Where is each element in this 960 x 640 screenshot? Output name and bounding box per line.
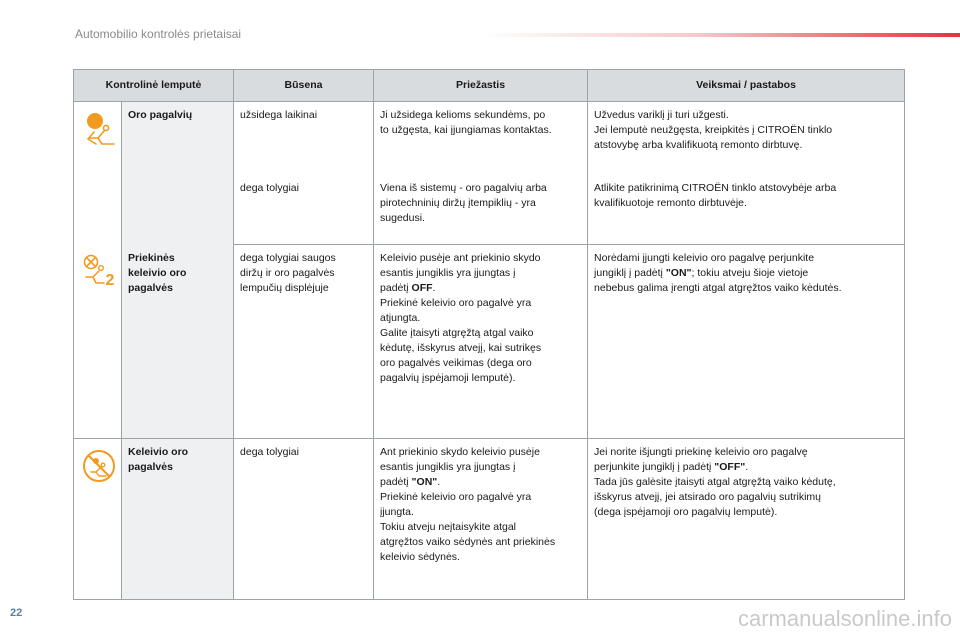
column-header-state: Būsena [234,70,374,102]
airbag-icon-cell [74,102,122,245]
column-header-warning-light: Kontrolinė lemputė [74,70,234,102]
action-cell: Norėdami įjungti keleivio oro pagalvę perjunkite jungiklį į padėtį "ON"; tokiu atveju šioje vietoje nebebus galima įrengti atgal atgręžtos vaiko kėdutės. [588,245,905,439]
passenger-airbag-on-icon-cell [74,439,122,600]
table-row [74,102,905,175]
warning-lights-table [73,69,905,600]
group-name-front-passenger-airbag: Priekinės keleivio oro pagalvės [122,245,234,439]
svg-text:2: 2 [105,271,115,289]
passenger-airbag-on-icon [80,447,118,485]
page-header-title: Automobilio kontrolės prietaisai [75,27,242,41]
watermark: carmanualsonline.info [737,606,952,631]
column-header-cause: Priežastis [374,70,588,102]
state-cell: dega tolygiai [234,439,374,600]
action-cell: Užvedus variklį ji turi užgesti. Jei lemputė neužgęsta, kreipkitės į CITROËN tinklo atstovybę arba kvalifikuotą remonto dirbtuvę. [588,102,905,175]
group-name-passenger-airbag: Keleivio oro pagalvės [122,439,234,600]
action-cell: Jei norite išjungti priekinę keleivio oro pagalvę perjunkite jungiklį į padėtį "OFF". Tada jūs galėsite įtaisyti atgal atgręžtą vaiko kėdutę, išskyrus atvejį, jei atsirado oro pagalvių sutrikimų (dega įspėjamoji oro pagalvių lemputė). [588,439,905,600]
state-cell: dega tolygiai saugos diržų ir oro pagalvės lempučių displėjuje [234,245,374,439]
cause-cell: Ji užsidega kelioms sekundėms, po to užgęsta, kai įjungiamas kontaktas. [374,102,588,175]
cause-cell: Viena iš sistemų - oro pagalvių arba pirotechninių diržų įtempiklių - yra sugedusi. [374,175,588,245]
cause-cell: Ant priekinio skydo keleivio pusėje esantis jungiklis yra įjungtas į padėtį "ON". Priekinė keleivio oro pagalvė yra įjungta. Tokiu atveju neįtaisykite atgal atgręžtos vaiko sėdynės ant priekinės keleivio sėdynės. [374,439,588,600]
table-row [74,439,905,600]
group-name-airbags: Oro pagalvių [122,102,234,245]
page-number: 22 [10,607,23,619]
table-row [74,245,905,439]
airbag-warning-icon [80,110,118,148]
action-cell: Atlikite patikrinimą CITROËN tinklo atstovybėje arba kvalifikuotoje remonto dirbtuvėje. [588,175,905,245]
header-accent-bar [480,33,960,37]
passenger-airbag-off-icon-cell [74,245,122,439]
passenger-airbag-off-icon [80,253,118,291]
state-cell: užsidega laikinai [234,102,374,175]
column-header-action: Veiksmai / pastabos [588,70,905,102]
cause-cell: Keleivio pusėje ant priekinio skydo esantis jungiklis yra įjungtas į padėtį OFF. Priekinė keleivio oro pagalvė yra atjungta. Galite įtaisyti atgręžtą atgal vaiko kėdutę, išskyrus atvejį, kai sutrikęs oro pagalvės veikimas (dega oro pagalvių įspėjamoji lemputė). [374,245,588,439]
table-header-row [74,70,905,102]
state-cell: dega tolygiai [234,175,374,245]
